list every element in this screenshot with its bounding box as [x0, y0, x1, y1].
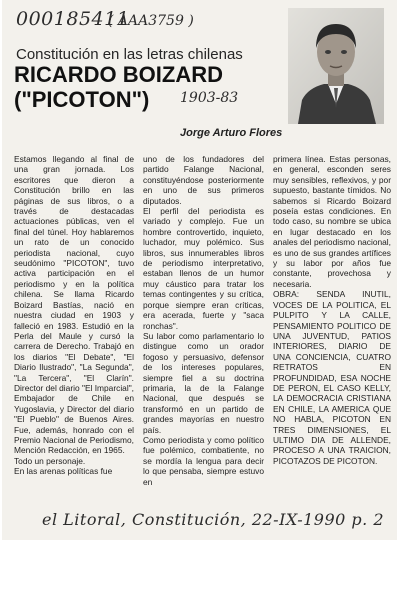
article-column-3 [273, 154, 391, 466]
paragraph: El perfil del periodista es variado y complejo. Fue un hombre controvertido, inquieto, luchador, muy polémico. Sus libros, sus innumerables libros de periodismo interpretativo, estaban llenos de un humor muy cáustico para tratar los temas contingentes y su crítica, porque siempre eran críticas, era acerada, fuerte y "saca ronchas". [143, 206, 264, 331]
paragraph: Como periodista y como político fue polémico, combatiente, no se mordía la lengua para decir lo que pensaba, siempre estuvo en [143, 434, 264, 487]
paragraph: uno de los fundadores del partido Falange Nacional, constituyéndose posteriormente en uno de sus primeros diputados. [143, 154, 264, 206]
handwritten-dates: 1903-83 [180, 90, 239, 106]
works-list: OBRA: SENDA INUTIL, VOCES DE LA POLITICA, EL PULPITO Y LA CALLE, PENSAMIENTO POLITICO DE UNA JUVENTUD, PATIOS INTERIORES, DIARIO DE UNA CONCIENCIA, CUATRO RETRATOS EN PROFUNDIDAD, ESA NOCHE DE PERON, EL CASO KELLY, LA DEMOCRACIA CRISTIANA EN CHILE, LA AMERICA QUE NO HABLA, PICOTON EN TRES DIMENSIONES, EL ULTIMO DIA DE ALLENDE, PROCESO A UNA TRAICION, PICOTAZOS DE PICOTON. [273, 289, 391, 466]
paragraph: primera línea. Estas personas, en general, esconden seres muy sensibles, reflexivos, y por supuesto, bastante tímidos. No sabemos si Ricardo Boizard poseía estas condiciones. En todo caso, su nombre se ubica en lugar destacado en los anales del periodismo nacional, es uno de sus grandes artífices y su labor por años fue constante, provechosa y necesaria. [273, 154, 391, 289]
section-heading: Constitución en las letras chilenas [16, 46, 243, 63]
newspaper-clipping [2, 0, 397, 540]
portrait-photo [288, 8, 384, 124]
paragraph: Su labor como parlamentario lo distingue como un orador fogoso y persuasivo, defensor de los intereses populares, siempre fiel a su doctrina primaria, la de la Falange Nacional, que después se transformó en un partido de grandes mayorías en nuestro país. [143, 330, 264, 435]
handwritten-reference-code: ( AAA3759 ) [108, 13, 194, 29]
handwritten-source-citation: el Litoral, Constitución, 22-IX-1990 p. 2 [42, 510, 385, 529]
title-line-nickname: ("PICOTON") [14, 87, 150, 112]
paragraph: Estamos llegando al final de una gran jornada. Los escritores que dieron a Constitución brillo en las páginas de sus libros, o a través de destacadas actuaciones públicas, ven el final del túnel. Hoy hablaremos un rato de un conocido periodista nacional, cuyo seudónimo "PICOTON", tuvo activa participación en el periodismo y en la política chilena. Se llama Ricardo Boizard Bastías, nació en nuestra ciudad en 1903 y falleció en 1983. Estudió en la Perla del Maule y cursó la carrera de Derecho. Trabajó en los diarios "El Debate", "El Diario Ilustrado", "La Segunda", "La Tercera", "El Clarín". Director del diario "El Imparcial", Embajador de Chile en Yugoslavia, y Director del diario "El Pueblo" de Buenos Aires. Fue, además, honrado con el Premio Nacional de Periodismo, Mención Redacción, en 1965. [14, 154, 134, 456]
article-column-2 [143, 154, 264, 487]
author-byline: Jorge Arturo Flores [180, 127, 283, 139]
article-column-1 [14, 154, 134, 477]
title-line-name: RICARDO BOIZARD [14, 62, 223, 87]
handwritten-archive-code: 000185411 [16, 8, 130, 30]
paragraph: Todo un personaje. [14, 455, 86, 466]
paragraph: En las arenas políticas fue [14, 466, 113, 477]
